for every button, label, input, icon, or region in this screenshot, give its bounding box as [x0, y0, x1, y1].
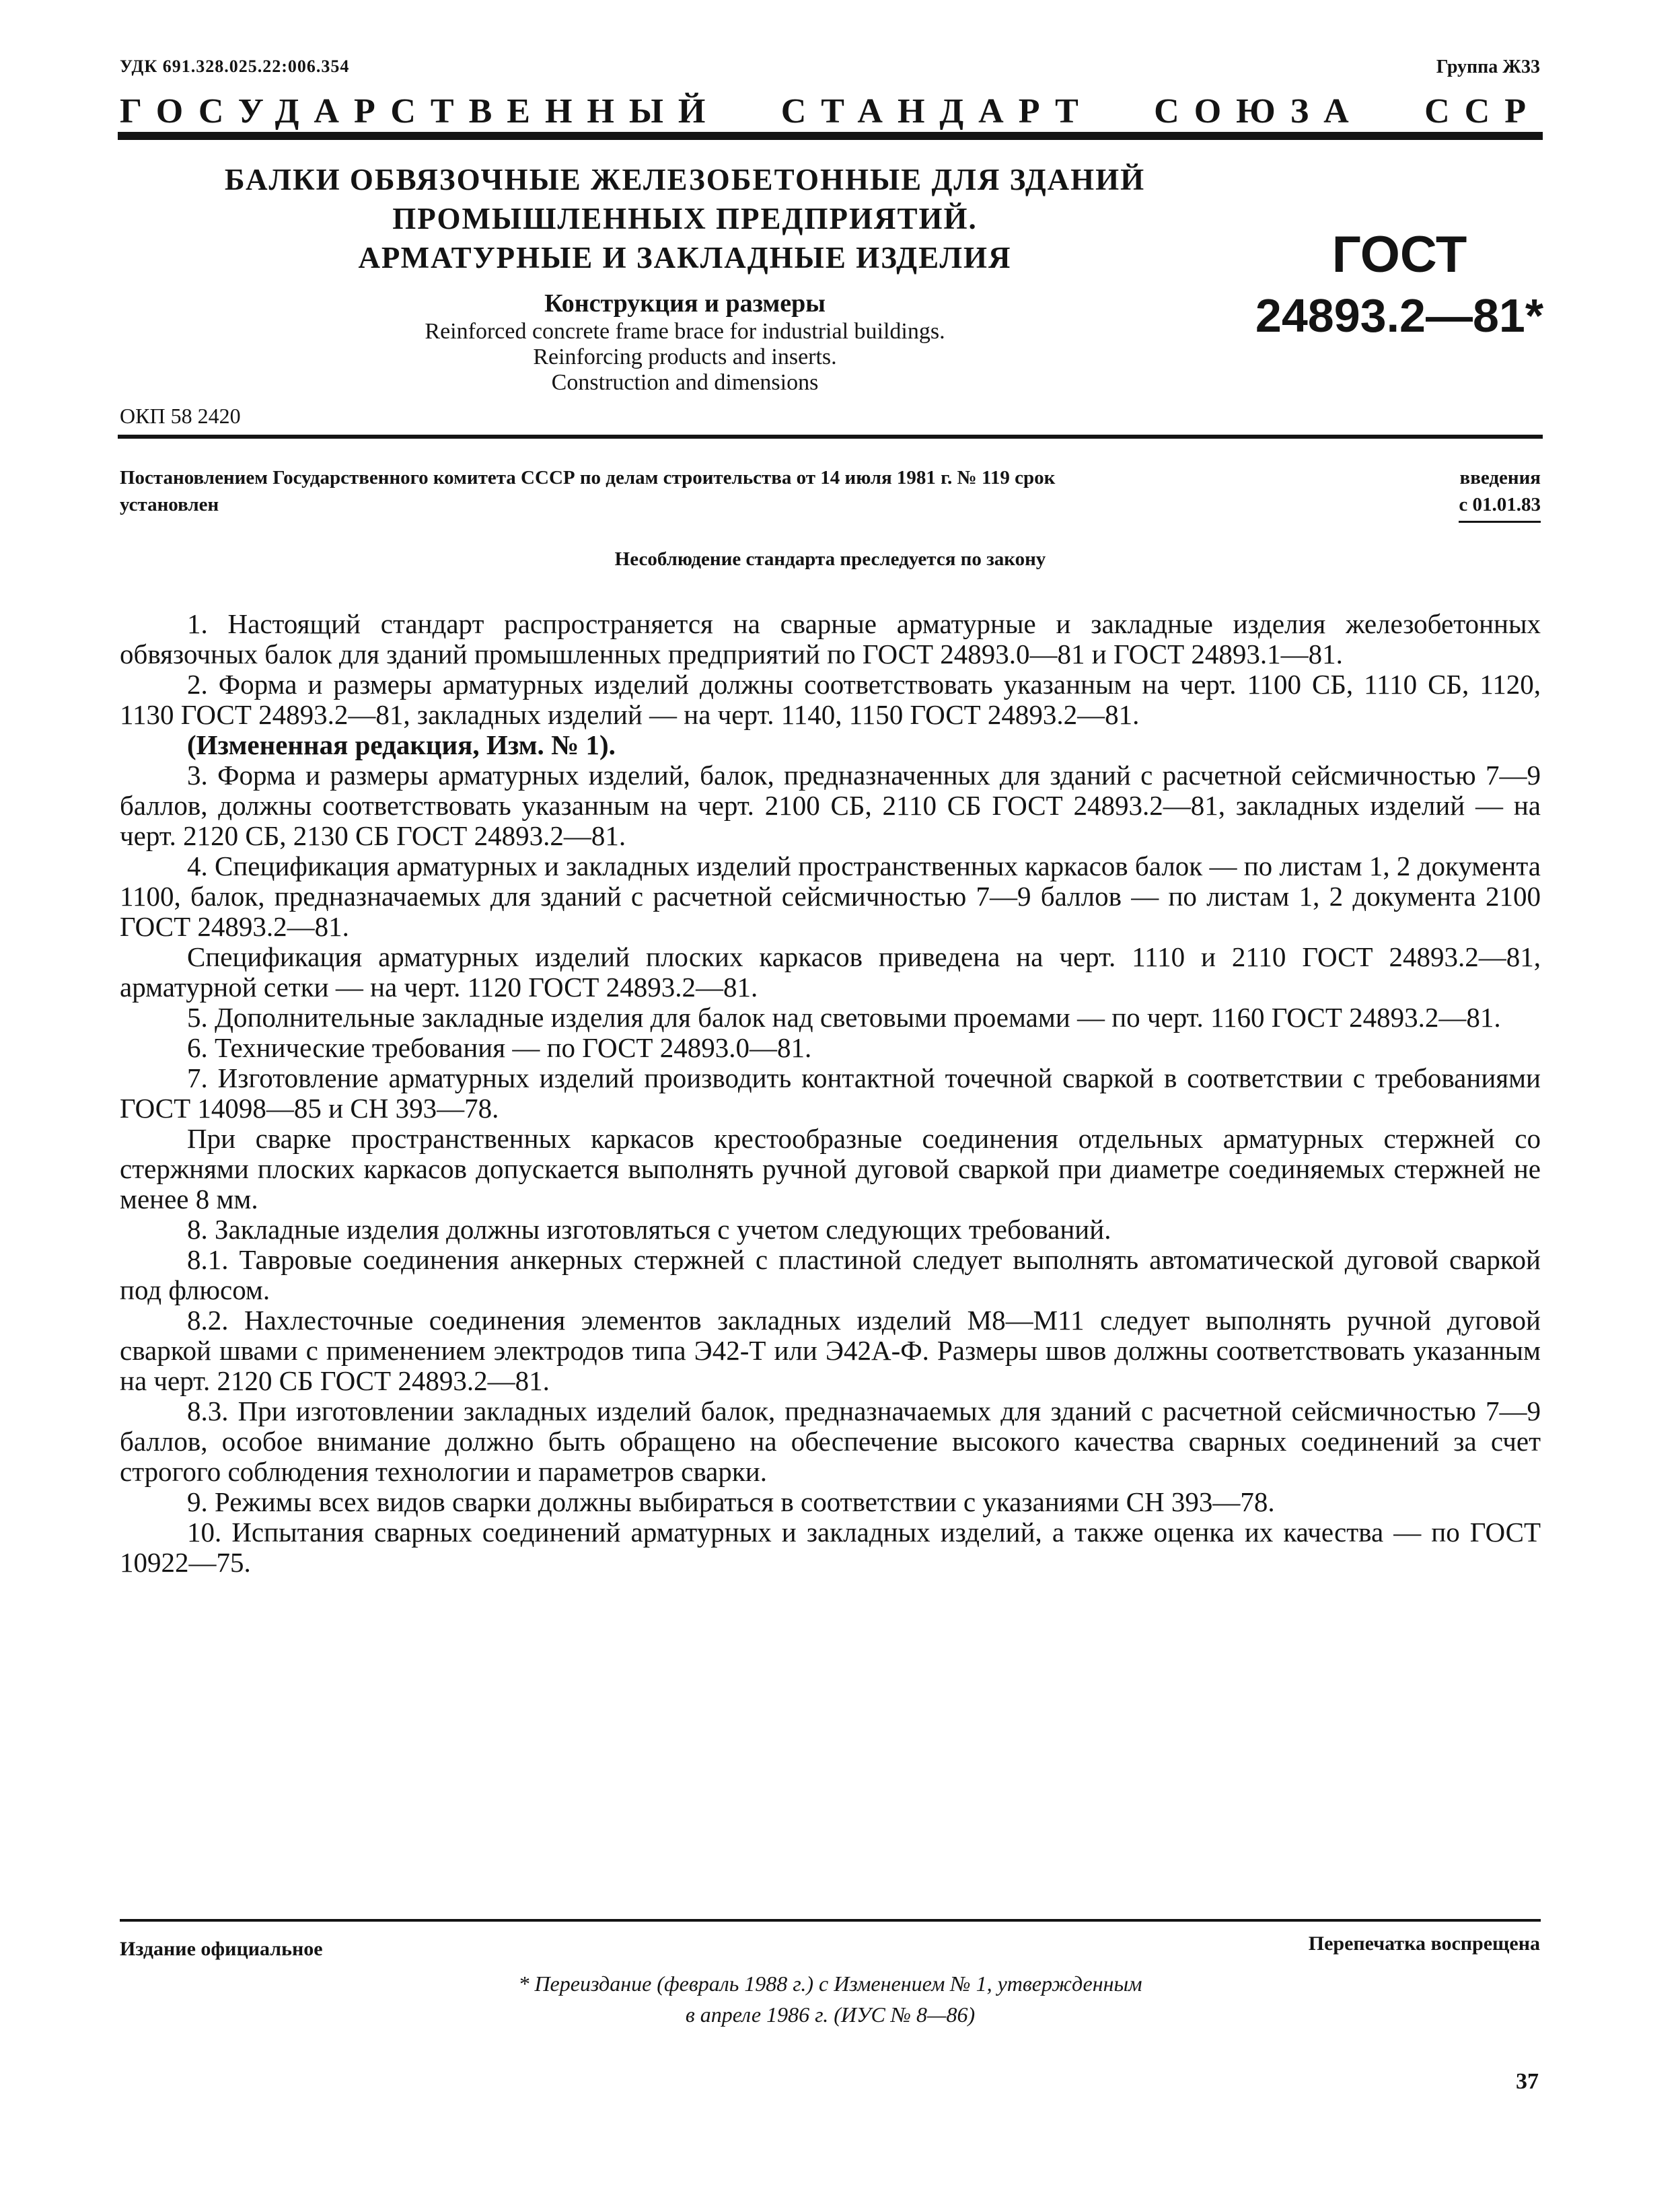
paragraph: 3. Форма и размеры арматурных изделий, балок, предназначенных для зданий с расчетной сейсмичностью 7—9 баллов, должны соответствовать указанным на черт. 2100 СБ, 2110 СБ ГОСТ 24893.2—81, закладных изделий — на черт. 2120 СБ, 2130 СБ ГОСТ 24893.2—81. [120, 760, 1541, 851]
footer-rule [120, 1919, 1541, 1922]
paragraph: 8.2. Нахлесточные соединения элементов закладных изделий М8—М11 следует выполнять ручной дуговой сваркой швами с применением электродов типа Э42-Т или Э42А-Ф. Размеры швов должны соответствовать указанным на черт. 2120 СБ ГОСТ 24893.2—81. [120, 1305, 1541, 1396]
banner-word: ССР [1424, 92, 1541, 131]
title-line: АРМАТУРНЫЕ И ЗАКЛАДНЫЕ ИЗДЕЛИЯ [358, 241, 1012, 275]
group-code: Группа Ж33 [1436, 57, 1540, 77]
english-title-line: Construction and dimensions [551, 370, 819, 395]
banner-word: ГОСУДАРСТВЕННЫЙ [120, 92, 721, 131]
paragraph: 8. Закладные изделия должны изготовляться с учетом следующих требований. [187, 1214, 1111, 1245]
paragraph: При сварке пространственных каркасов крестообразные соединения отдельных арматурных стержней со стержнями плоских каркасов допускается выполнять ручной дуговой сваркой при диаметре соединяемых стержней не менее 8 мм. [120, 1123, 1541, 1215]
reprint-notice: Перепечатка воспрещена [1308, 1932, 1540, 1955]
paragraph: Спецификация арматурных изделий плоских каркасов приведена на черт. 1110 и 2110 ГОСТ 24893.2—81, арматурной сетки — на черт. 1120 ГОСТ 24893.2—81. [120, 941, 1541, 1003]
english-title-line: Reinforcing products and inserts. [533, 345, 837, 369]
paragraph: 2. Форма и размеры арматурных изделий должны соответствовать указанным на черт. 1100 СБ, 1110 СБ, 1120, 1130 ГОСТ 24893.2—81, закладных изделий — на черт. 1140, 1150 ГОСТ 24893.2—81. [120, 669, 1541, 730]
title-line: БАЛКИ ОБВЯЗОЧНЫЕ ЖЕЛЕЗОБЕТОННЫЕ ДЛЯ ЗДАНИЙ [224, 163, 1146, 196]
udk-code: УДК 691.328.025.22:006.354 [120, 57, 350, 76]
paragraph: 7. Изготовление арматурных изделий производить контактной точечной сваркой в соответствии с требованиями ГОСТ 14098—85 и СН 393—78. [120, 1062, 1541, 1124]
paragraph: 1. Настоящий стандарт распространяется на сварные арматурные и закладные изделия железобетонных обвязочных балок для зданий промышленных предприятий по ГОСТ 24893.0—81 и ГОСТ 24893.1—81. [120, 608, 1541, 669]
reissue-line: * Переиздание (февраль 1988 г.) с Изменением № 1, утвержденным [518, 1971, 1142, 1996]
paragraph: 5. Дополнительные закладные изделия для балок над световыми проемами — по черт. 1160 ГОСТ 24893.2—81. [187, 1002, 1501, 1033]
page-number: 37 [1516, 2069, 1539, 2094]
effective-date: с 01.01.83 [1459, 491, 1541, 523]
okp-code: ОКП 58 2420 [120, 404, 241, 428]
banner-word: СТАНДАРТ [780, 92, 1093, 131]
title-rule [118, 435, 1543, 439]
paragraph: 8.1. Тавровые соединения анкерных стержней с пластиной следует выполнять автоматической дуговой сваркой под флюсом. [120, 1244, 1541, 1305]
law-notice: Несоблюдение стандарта преследуется по закону [614, 548, 1046, 570]
reissue-note [120, 1968, 1541, 2030]
decree-line-right: введения [1459, 467, 1541, 488]
decree-established: установлен [120, 494, 219, 515]
english-title-line: Reinforced concrete frame brace for industrial buildings. [425, 319, 945, 344]
paragraph: 6. Технические требования — по ГОСТ 24893.0—81. [187, 1032, 812, 1063]
paragraph: 8.3. При изготовлении закладных изделий балок, предназначаемых для зданий с расчетной сейсмичностью 7—9 баллов, особое внимание должно быть обращено на обеспечение высокого качества сварных соединений за счет строгого соблюдения технологии и параметров сварки. [120, 1396, 1541, 1487]
amendment-note: (Измененная редакция, Изм. № 1). [187, 729, 616, 760]
title-line: ПРОМЫШЛЕННЫХ ПРЕДПРИЯТИЙ. [392, 202, 978, 235]
gost-number: 24893.2—81* [1255, 289, 1544, 342]
title-block [120, 160, 1250, 396]
reissue-line: в апреле 1986 г. (ИУС № 8—86) [685, 2002, 976, 2027]
subtitle: Конструкция и размеры [544, 289, 826, 318]
paragraph: 4. Спецификация арматурных и закладных изделий пространственных каркасов балок — по листам 1, 2 документа 1100, балок, предназначаемых для зданий с расчетной сейсмичностью 7—9 баллов — по листам 1, 2 документа 2100 ГОСТ 24893.2—81. [120, 850, 1541, 942]
decree-line-left: Постановлением Государственного комитета СССР по делам строительства от 14 июля 1981 г. № 119 срок [120, 467, 1056, 488]
paragraph: 9. Режимы всех видов сварки должны выбираться в соответствии с указаниями СН 393—78. [187, 1486, 1275, 1517]
body-text [120, 609, 1541, 1578]
banner-rule [118, 132, 1543, 140]
standard-banner [120, 94, 1541, 129]
gost-label: ГОСТ [1331, 226, 1467, 283]
banner-word: СОЮЗА [1154, 92, 1364, 131]
gost-designation [1251, 225, 1547, 346]
edition-label: Издание официальное [120, 1938, 323, 1960]
paragraph: 10. Испытания сварных соединений арматурных и закладных изделий, а также оценка их качества — по ГОСТ 10922—75. [120, 1517, 1541, 1578]
decree-text [120, 464, 1541, 523]
